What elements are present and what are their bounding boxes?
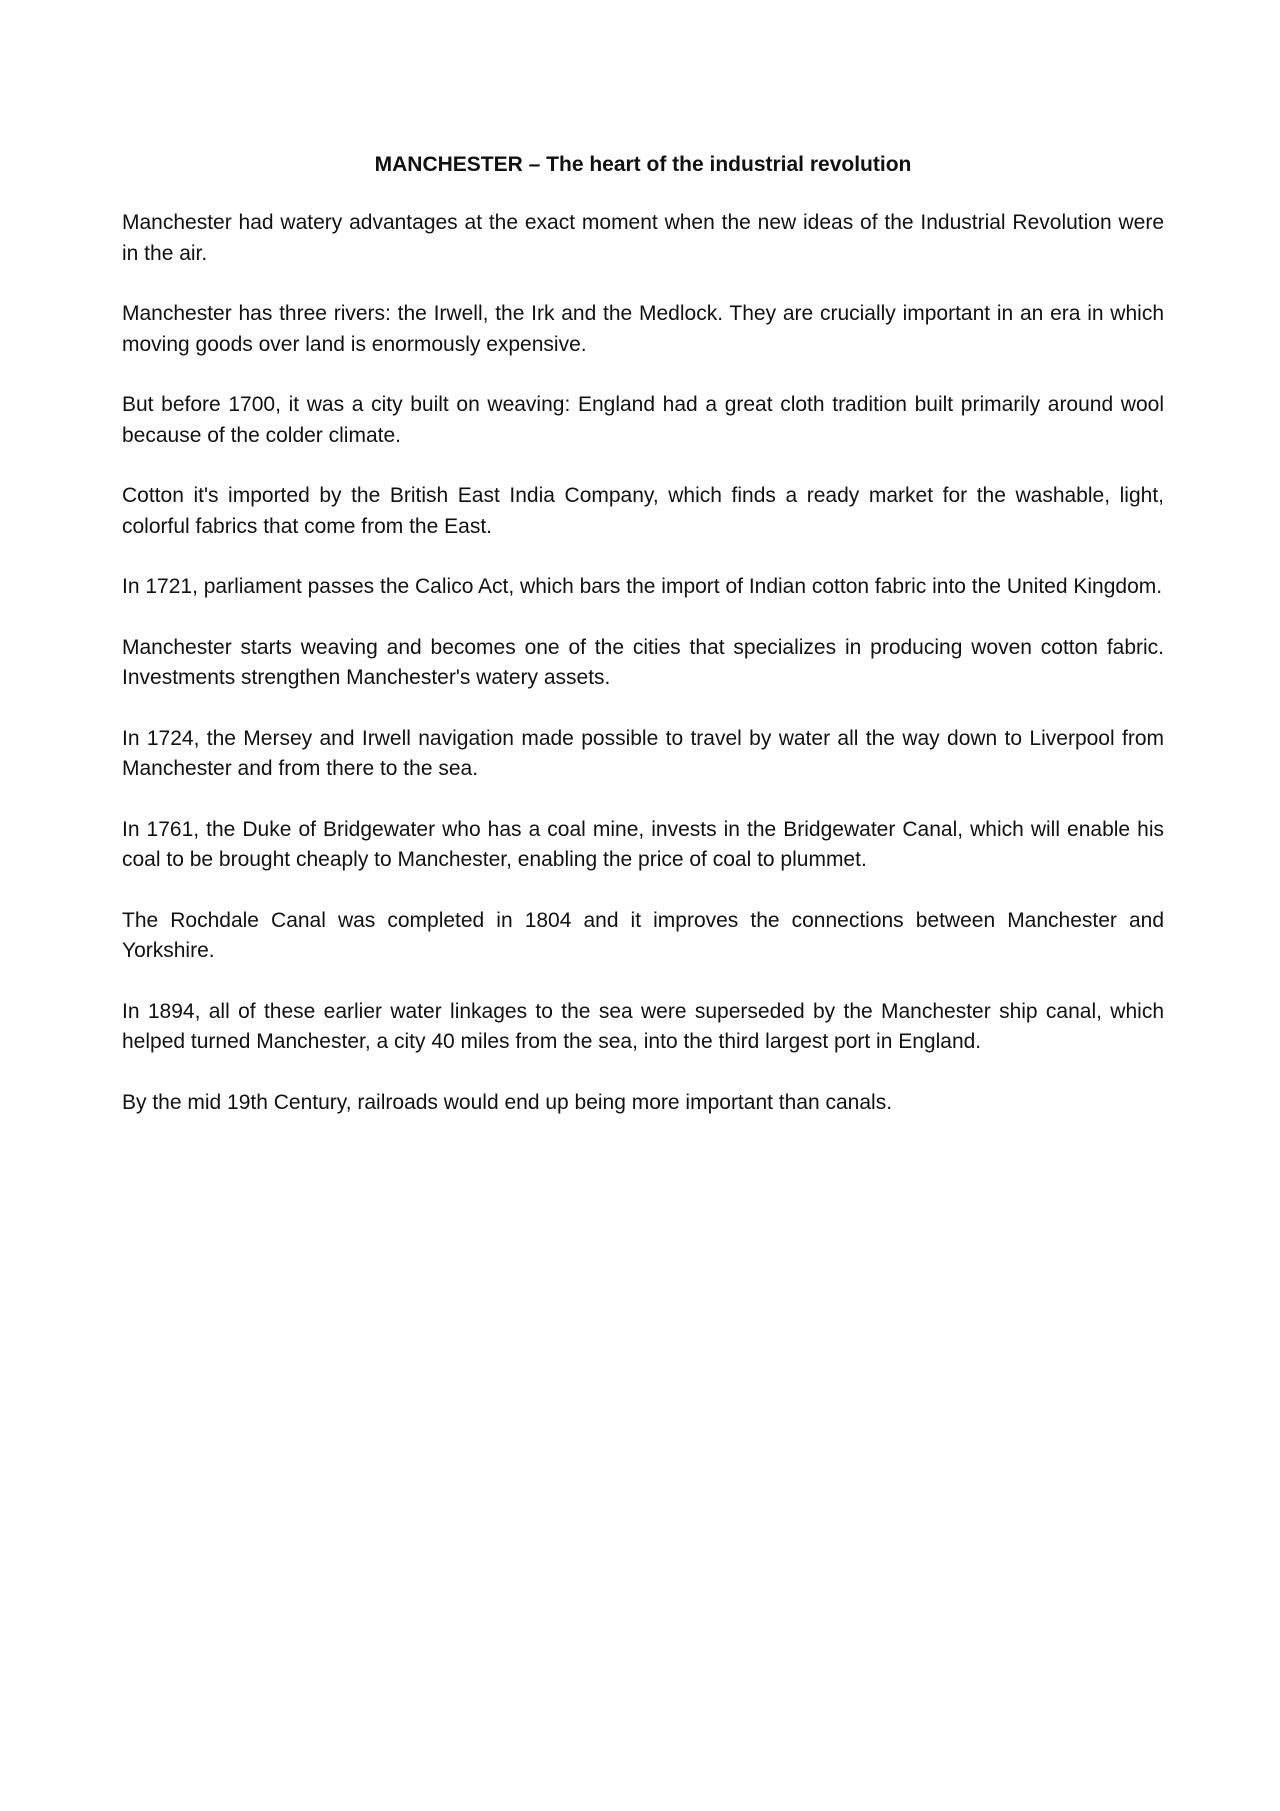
paragraph-calico-act: In 1721, parliament passes the Calico Act, which bars the import of Indian cotton fabric into the United Kingdom. xyxy=(122,575,1163,598)
document-title: MANCHESTER – The heart of the industrial revolution xyxy=(374,153,912,176)
paragraph-bridgewater-canal: In 1761, the Duke of Bridgewater who has a coal mine, invests in the Bridgewater Canal, which will enable his coal to be brought cheaply to Manchester, enabling the price of coal to plummet. xyxy=(122,817,1164,871)
paragraph-watery-advantages: Manchester had watery advantages at the exact moment when the new ideas of the Industrial Revolution were in the air. xyxy=(122,211,1164,265)
paragraph-cotton-import: Cotton it's imported by the British East India Company, which finds a ready market for the washable, light, colorful fabrics that come from the East. xyxy=(122,484,1164,538)
paragraph-mersey-irwell-navigation: In 1724, the Mersey and Irwell navigation made possible to travel by water all the way down to Liverpool from Manchester and from there to the sea. xyxy=(122,726,1164,780)
paragraph-weaving-before-1700: But before 1700, it was a city built on weaving: England had a great cloth tradition built primarily around wool because of the colder climate. xyxy=(122,393,1164,447)
paragraph-cotton-weaving: Manchester starts weaving and becomes one of the cities that specializes in producing woven cotton fabric. Investments strengthen Manchester's watery assets. xyxy=(122,635,1164,689)
paragraph-three-rivers: Manchester has three rivers: the Irwell, the Irk and the Medlock. They are crucially important in an era in which moving goods over land is enormously expensive. xyxy=(122,302,1164,356)
document-body xyxy=(122,150,1164,1118)
paragraph-railroads: By the mid 19th Century, railroads would end up being more important than canals. xyxy=(122,1090,893,1114)
paragraph-ship-canal: In 1894, all of these earlier water linkages to the sea were superseded by the Manchester ship canal, which helped turned Manchester, a city 40 miles from the sea, into the third largest port in England. xyxy=(122,999,1164,1053)
paragraph-rochdale-canal: The Rochdale Canal was completed in 1804 and it improves the connections between Manchester and Yorkshire. xyxy=(122,908,1164,962)
